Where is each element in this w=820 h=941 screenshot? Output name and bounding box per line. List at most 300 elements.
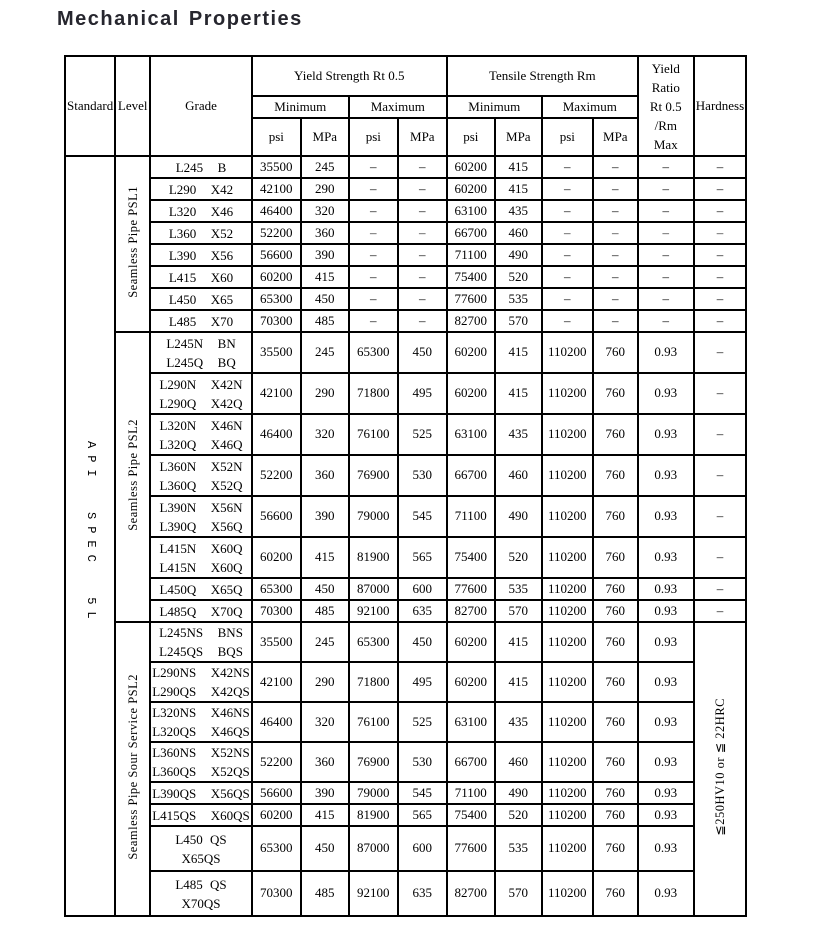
tensile-max-psi-cell: 110200: [542, 600, 593, 622]
yield-max-psi-cell: –: [349, 288, 398, 310]
standard-vertical-label: API SPEC 5L: [83, 441, 98, 626]
table-row: [65, 578, 746, 600]
grade-line: L485Q X70Q: [159, 603, 243, 619]
yield-ratio-cell: 0.93: [638, 332, 694, 373]
yield-max-psi-cell: 76900: [349, 455, 398, 496]
yield-min-psi-cell: 65300: [252, 578, 301, 600]
grade-cell: [150, 222, 252, 244]
tensile-max-mpa-cell: 760: [593, 804, 638, 826]
tensile-min-psi-cell: 71100: [447, 244, 495, 266]
tensile-min-psi-cell: 71100: [447, 496, 495, 537]
table-row: [65, 178, 746, 200]
table-row: [65, 742, 746, 782]
yield-min-psi-cell: 65300: [252, 288, 301, 310]
hardness-cell: –: [694, 496, 746, 537]
yield-min-mpa-cell: 290: [301, 373, 349, 414]
grade-cell: [150, 200, 252, 222]
header-yield-strength-group: Yield Strength Rt 0.5: [252, 56, 447, 96]
tensile-min-psi-cell: 60200: [447, 662, 495, 702]
yield-min-psi-cell: 52200: [252, 455, 301, 496]
tensile-max-mpa-cell: 760: [593, 578, 638, 600]
yield-max-mpa-cell: 635: [398, 600, 447, 622]
yield-max-mpa-cell: 635: [398, 871, 447, 916]
hardness-merged-cell: [694, 622, 746, 916]
tensile-max-psi-cell: –: [542, 222, 593, 244]
yield-max-psi-cell: 65300: [349, 332, 398, 373]
header-mpa: MPa: [495, 118, 542, 156]
grade-line: L320Q X46Q: [159, 436, 243, 452]
tensile-max-psi-cell: –: [542, 156, 593, 178]
grade-cell: [150, 288, 252, 310]
yield-min-mpa-cell: 485: [301, 310, 349, 332]
table-row: [65, 156, 746, 178]
yield-min-mpa-cell: 390: [301, 496, 349, 537]
table-row: [65, 826, 746, 871]
grade-line: L450Q X65Q: [159, 581, 243, 597]
tensile-max-psi-cell: 110200: [542, 332, 593, 373]
yield-ratio-line: /Rm: [654, 117, 677, 133]
grade-line: L450 X65: [168, 291, 234, 307]
tensile-min-psi-cell: 82700: [447, 310, 495, 332]
grade-cell: [150, 826, 252, 871]
grade-cell: [150, 537, 252, 578]
yield-max-mpa-cell: 525: [398, 702, 447, 742]
yield-max-psi-cell: 81900: [349, 537, 398, 578]
yield-max-psi-cell: 79000: [349, 782, 398, 804]
yield-min-mpa-cell: 450: [301, 288, 349, 310]
yield-max-psi-cell: –: [349, 156, 398, 178]
yield-max-mpa-cell: 530: [398, 455, 447, 496]
yield-ratio-line: Yield: [651, 60, 680, 76]
yield-min-psi-cell: 42100: [252, 373, 301, 414]
grade-cell: [150, 496, 252, 537]
header-psi: psi: [542, 118, 593, 156]
yield-min-mpa-cell: 450: [301, 826, 349, 871]
yield-max-mpa-cell: 565: [398, 537, 447, 578]
tensile-min-psi-cell: 60200: [447, 373, 495, 414]
yield-ratio-cell: –: [638, 156, 694, 178]
yield-max-mpa-cell: 545: [398, 496, 447, 537]
grade-cell: [150, 414, 252, 455]
yield-max-psi-cell: 65300: [349, 622, 398, 662]
yield-max-mpa-cell: 545: [398, 782, 447, 804]
yield-max-psi-cell: 76100: [349, 414, 398, 455]
table-row: [65, 600, 746, 622]
grade-cell: [150, 578, 252, 600]
table-row: [65, 537, 746, 578]
table-row: [65, 662, 746, 702]
table-row: [65, 288, 746, 310]
yield-min-mpa-cell: 245: [301, 332, 349, 373]
tensile-min-mpa-cell: 415: [495, 156, 542, 178]
tensile-max-psi-cell: –: [542, 266, 593, 288]
grade-cell: [150, 600, 252, 622]
tensile-max-mpa-cell: –: [593, 288, 638, 310]
yield-min-psi-cell: 65300: [252, 826, 301, 871]
tensile-max-mpa-cell: 760: [593, 414, 638, 455]
tensile-min-psi-cell: 66700: [447, 222, 495, 244]
tensile-min-mpa-cell: 460: [495, 742, 542, 782]
table-row: [65, 782, 746, 804]
tensile-max-psi-cell: 110200: [542, 373, 593, 414]
grade-line: L245 B: [175, 159, 227, 175]
tensile-min-mpa-cell: 435: [495, 200, 542, 222]
grade-line: L320NS X46NS: [152, 705, 250, 720]
grade-line: L245N BN: [166, 335, 236, 351]
yield-min-psi-cell: 35500: [252, 622, 301, 662]
yield-min-mpa-cell: 360: [301, 222, 349, 244]
grade-line: L485 X70: [168, 313, 234, 329]
tensile-min-mpa-cell: 520: [495, 537, 542, 578]
header-mpa: MPa: [301, 118, 349, 156]
yield-ratio-cell: –: [638, 310, 694, 332]
header-tensile-minimum: Minimum: [447, 96, 542, 118]
grade-line: L290N X42N: [159, 376, 243, 392]
yield-ratio-cell: –: [638, 288, 694, 310]
yield-min-mpa-cell: 290: [301, 662, 349, 702]
grade-cell: [150, 244, 252, 266]
table-row: [65, 622, 746, 662]
yield-max-mpa-cell: –: [398, 222, 447, 244]
yield-ratio-cell: 0.93: [638, 373, 694, 414]
tensile-min-mpa-cell: 435: [495, 702, 542, 742]
header-tensile-maximum: Maximum: [542, 96, 638, 118]
yield-max-psi-cell: 92100: [349, 871, 398, 916]
tensile-min-psi-cell: 60200: [447, 332, 495, 373]
tensile-max-mpa-cell: –: [593, 244, 638, 266]
grade-line: L485 QS: [175, 876, 227, 892]
tensile-min-mpa-cell: 415: [495, 662, 542, 702]
yield-ratio-cell: 0.93: [638, 455, 694, 496]
yield-max-psi-cell: –: [349, 178, 398, 200]
yield-min-psi-cell: 46400: [252, 200, 301, 222]
yield-max-mpa-cell: 495: [398, 662, 447, 702]
tensile-max-psi-cell: 110200: [542, 702, 593, 742]
table-row: [65, 244, 746, 266]
tensile-max-psi-cell: 110200: [542, 826, 593, 871]
grade-line: L415N X60Q: [159, 559, 243, 575]
yield-min-mpa-cell: 450: [301, 578, 349, 600]
hardness-cell: –: [694, 200, 746, 222]
table-row: [65, 266, 746, 288]
yield-min-psi-cell: 52200: [252, 222, 301, 244]
table-row: [65, 332, 746, 373]
yield-ratio-cell: 0.93: [638, 662, 694, 702]
grade-cell: [150, 702, 252, 742]
tensile-min-psi-cell: 63100: [447, 200, 495, 222]
yield-ratio-cell: 0.93: [638, 742, 694, 782]
page-title: Mechanical Properties: [57, 8, 303, 30]
tensile-min-mpa-cell: 570: [495, 871, 542, 916]
tensile-max-mpa-cell: 760: [593, 871, 638, 916]
grade-line: L390QS X56QS: [152, 785, 250, 801]
yield-min-psi-cell: 60200: [252, 804, 301, 826]
yield-min-mpa-cell: 390: [301, 782, 349, 804]
hardness-cell: –: [694, 178, 746, 200]
table-row: [65, 414, 746, 455]
yield-ratio-cell: –: [638, 222, 694, 244]
yield-max-mpa-cell: –: [398, 178, 447, 200]
grade-line: L360N X52N: [159, 458, 243, 474]
tensile-max-mpa-cell: –: [593, 266, 638, 288]
yield-min-mpa-cell: 360: [301, 455, 349, 496]
yield-min-psi-cell: 35500: [252, 332, 301, 373]
level-vertical-label: Seamless Pipe PSL1: [125, 185, 140, 298]
tensile-min-mpa-cell: 490: [495, 496, 542, 537]
yield-min-mpa-cell: 245: [301, 156, 349, 178]
yield-max-mpa-cell: –: [398, 310, 447, 332]
yield-min-psi-cell: 70300: [252, 871, 301, 916]
yield-min-psi-cell: 46400: [252, 414, 301, 455]
tensile-max-mpa-cell: 760: [593, 662, 638, 702]
tensile-max-mpa-cell: –: [593, 310, 638, 332]
tensile-max-mpa-cell: 760: [593, 702, 638, 742]
tensile-max-psi-cell: 110200: [542, 622, 593, 662]
tensile-min-psi-cell: 71100: [447, 782, 495, 804]
tensile-max-mpa-cell: 760: [593, 373, 638, 414]
yield-ratio-cell: –: [638, 200, 694, 222]
hardness-cell: –: [694, 600, 746, 622]
grade-cell: [150, 178, 252, 200]
table-row: [65, 496, 746, 537]
yield-max-mpa-cell: 495: [398, 373, 447, 414]
yield-max-psi-cell: 71800: [349, 662, 398, 702]
header-psi: psi: [349, 118, 398, 156]
yield-ratio-cell: 0.93: [638, 414, 694, 455]
yield-max-mpa-cell: 565: [398, 804, 447, 826]
yield-max-mpa-cell: –: [398, 156, 447, 178]
yield-max-psi-cell: –: [349, 266, 398, 288]
yield-max-psi-cell: 76100: [349, 702, 398, 742]
tensile-min-mpa-cell: 490: [495, 782, 542, 804]
yield-ratio-line: Rt 0.5: [649, 98, 682, 114]
yield-max-psi-cell: 81900: [349, 804, 398, 826]
yield-max-psi-cell: 71800: [349, 373, 398, 414]
tensile-min-mpa-cell: 460: [495, 455, 542, 496]
tensile-max-psi-cell: 110200: [542, 537, 593, 578]
yield-min-psi-cell: 56600: [252, 244, 301, 266]
grade-line: L320N X46N: [159, 417, 243, 433]
tensile-min-mpa-cell: 415: [495, 622, 542, 662]
table-row: [65, 373, 746, 414]
grade-line: L360Q X52Q: [159, 477, 243, 493]
tensile-max-mpa-cell: 760: [593, 496, 638, 537]
header-yield-maximum: Maximum: [349, 96, 447, 118]
tensile-min-mpa-cell: 435: [495, 414, 542, 455]
tensile-max-mpa-cell: –: [593, 222, 638, 244]
hardness-cell: –: [694, 222, 746, 244]
yield-min-psi-cell: 35500: [252, 156, 301, 178]
tensile-min-psi-cell: 63100: [447, 702, 495, 742]
yield-ratio-cell: 0.93: [638, 871, 694, 916]
tensile-max-psi-cell: –: [542, 244, 593, 266]
tensile-min-mpa-cell: 415: [495, 332, 542, 373]
tensile-max-psi-cell: 110200: [542, 871, 593, 916]
tensile-max-mpa-cell: –: [593, 178, 638, 200]
grade-cell: [150, 871, 252, 916]
tensile-max-psi-cell: 110200: [542, 804, 593, 826]
grade-line: X70QS: [181, 895, 221, 911]
yield-max-mpa-cell: –: [398, 266, 447, 288]
hardness-cell: –: [694, 455, 746, 496]
tensile-min-psi-cell: 77600: [447, 288, 495, 310]
yield-ratio-cell: 0.93: [638, 804, 694, 826]
yield-ratio-cell: 0.93: [638, 782, 694, 804]
grade-line: L245NS BNS: [159, 625, 243, 640]
tensile-min-psi-cell: 60200: [447, 178, 495, 200]
tensile-min-psi-cell: 60200: [447, 156, 495, 178]
grade-line: L245Q BQ: [166, 354, 236, 370]
table-row: [65, 871, 746, 916]
tensile-max-psi-cell: 110200: [542, 414, 593, 455]
table-row: [65, 200, 746, 222]
yield-ratio-cell: –: [638, 178, 694, 200]
grade-line: L290 X42: [168, 181, 234, 197]
grade-cell: [150, 266, 252, 288]
yield-min-mpa-cell: 415: [301, 804, 349, 826]
yield-min-psi-cell: 42100: [252, 662, 301, 702]
level-cell: [115, 332, 150, 622]
yield-min-psi-cell: 70300: [252, 600, 301, 622]
tensile-min-psi-cell: 75400: [447, 804, 495, 826]
tensile-max-mpa-cell: 760: [593, 600, 638, 622]
grade-line: L450 QS: [175, 831, 227, 847]
grade-cell: [150, 782, 252, 804]
grade-cell: [150, 662, 252, 702]
header-standard: Standard: [65, 56, 115, 156]
tensile-max-mpa-cell: 760: [593, 332, 638, 373]
grade-line: L360QS X52QS: [152, 764, 250, 779]
grade-cell: [150, 310, 252, 332]
header-psi: psi: [447, 118, 495, 156]
tensile-min-mpa-cell: 460: [495, 222, 542, 244]
header-level: Level: [115, 56, 150, 156]
header-grade: Grade: [150, 56, 252, 156]
tensile-min-mpa-cell: 520: [495, 266, 542, 288]
grade-cell: [150, 156, 252, 178]
yield-min-psi-cell: 60200: [252, 537, 301, 578]
hardness-vertical-label: ≦250HV10 or ≦ 22HRC: [712, 697, 727, 836]
hardness-cell: –: [694, 156, 746, 178]
yield-min-psi-cell: 42100: [252, 178, 301, 200]
tensile-max-psi-cell: –: [542, 310, 593, 332]
tensile-max-psi-cell: 110200: [542, 496, 593, 537]
yield-min-mpa-cell: 415: [301, 537, 349, 578]
yield-min-mpa-cell: 360: [301, 742, 349, 782]
header-psi: psi: [252, 118, 301, 156]
tensile-min-psi-cell: 66700: [447, 742, 495, 782]
tensile-max-mpa-cell: –: [593, 200, 638, 222]
grade-line: L360 X52: [168, 225, 234, 241]
yield-min-psi-cell: 60200: [252, 266, 301, 288]
tensile-min-mpa-cell: 570: [495, 310, 542, 332]
grade-cell: [150, 455, 252, 496]
table-row: [65, 310, 746, 332]
hardness-cell: –: [694, 373, 746, 414]
yield-min-mpa-cell: 485: [301, 871, 349, 916]
table-row: [65, 702, 746, 742]
yield-max-mpa-cell: 525: [398, 414, 447, 455]
header-mpa: MPa: [593, 118, 638, 156]
tensile-min-psi-cell: 66700: [447, 455, 495, 496]
hardness-cell: –: [694, 332, 746, 373]
header-tensile-strength-group: Tensile Strength Rm: [447, 56, 638, 96]
tensile-min-psi-cell: 75400: [447, 537, 495, 578]
standard-cell: [65, 156, 115, 916]
yield-min-mpa-cell: 390: [301, 244, 349, 266]
table-row: [65, 222, 746, 244]
tensile-max-mpa-cell: 760: [593, 742, 638, 782]
grade-line: X65QS: [181, 850, 221, 866]
tensile-min-mpa-cell: 570: [495, 600, 542, 622]
tensile-min-psi-cell: 77600: [447, 826, 495, 871]
mechanical-properties-table: [64, 55, 747, 917]
yield-min-psi-cell: 70300: [252, 310, 301, 332]
grade-cell: [150, 622, 252, 662]
yield-min-mpa-cell: 245: [301, 622, 349, 662]
grade-cell: [150, 332, 252, 373]
yield-ratio-cell: 0.93: [638, 496, 694, 537]
hardness-cell: –: [694, 414, 746, 455]
tensile-max-mpa-cell: 760: [593, 782, 638, 804]
tensile-min-psi-cell: 75400: [447, 266, 495, 288]
yield-min-psi-cell: 56600: [252, 496, 301, 537]
yield-max-psi-cell: 92100: [349, 600, 398, 622]
yield-min-mpa-cell: 320: [301, 702, 349, 742]
yield-max-psi-cell: 87000: [349, 826, 398, 871]
tensile-min-mpa-cell: 535: [495, 826, 542, 871]
yield-max-psi-cell: –: [349, 200, 398, 222]
yield-min-psi-cell: 46400: [252, 702, 301, 742]
tensile-max-psi-cell: 110200: [542, 662, 593, 702]
hardness-cell: –: [694, 244, 746, 266]
level-vertical-label: Seamless Pipe PSL2: [125, 418, 140, 531]
yield-max-psi-cell: –: [349, 310, 398, 332]
tensile-min-mpa-cell: 535: [495, 578, 542, 600]
tensile-max-psi-cell: 110200: [542, 578, 593, 600]
tensile-max-mpa-cell: –: [593, 156, 638, 178]
tensile-min-psi-cell: 60200: [447, 622, 495, 662]
grade-line: L290Q X42Q: [159, 395, 243, 411]
yield-max-mpa-cell: 600: [398, 826, 447, 871]
tensile-max-mpa-cell: 760: [593, 622, 638, 662]
grade-line: L415 X60: [168, 269, 234, 285]
tensile-max-psi-cell: 110200: [542, 782, 593, 804]
yield-max-psi-cell: 87000: [349, 578, 398, 600]
header-mpa: MPa: [398, 118, 447, 156]
hardness-cell: –: [694, 310, 746, 332]
yield-max-mpa-cell: 600: [398, 578, 447, 600]
yield-max-mpa-cell: –: [398, 288, 447, 310]
yield-ratio-line: Max: [653, 136, 678, 152]
tensile-min-psi-cell: 82700: [447, 871, 495, 916]
tensile-max-mpa-cell: 760: [593, 826, 638, 871]
yield-max-psi-cell: –: [349, 222, 398, 244]
yield-ratio-cell: 0.93: [638, 622, 694, 662]
grade-cell: [150, 742, 252, 782]
level-cell: [115, 622, 150, 916]
yield-max-psi-cell: 76900: [349, 742, 398, 782]
grade-line: L290QS X42QS: [152, 684, 250, 699]
yield-min-mpa-cell: 415: [301, 266, 349, 288]
yield-min-psi-cell: 56600: [252, 782, 301, 804]
tensile-max-psi-cell: –: [542, 200, 593, 222]
grade-cell: [150, 373, 252, 414]
tensile-min-psi-cell: 77600: [447, 578, 495, 600]
yield-max-mpa-cell: –: [398, 244, 447, 266]
yield-max-psi-cell: –: [349, 244, 398, 266]
yield-min-mpa-cell: 290: [301, 178, 349, 200]
